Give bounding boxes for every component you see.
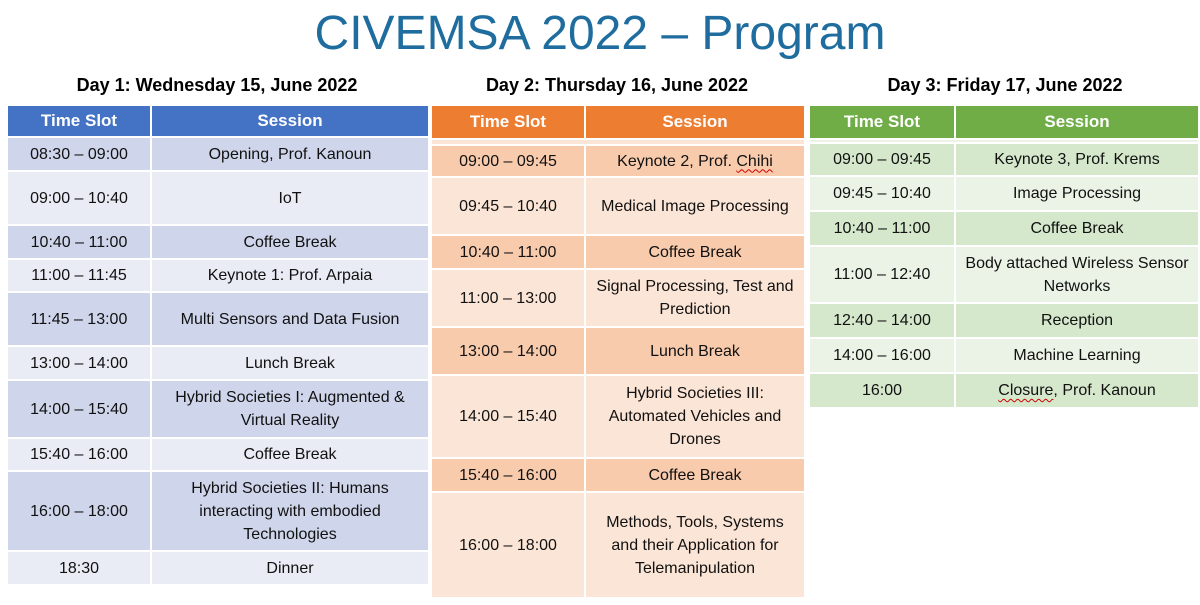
session-cell: Medical Image Processing <box>585 177 805 235</box>
time-cell: 16:00 – 18:00 <box>431 492 585 598</box>
table-row <box>809 176 1199 211</box>
table-row <box>809 143 1199 176</box>
day2-col-time: Time Slot <box>431 105 585 139</box>
table-row <box>7 137 429 171</box>
time-cell: 14:00 – 15:40 <box>431 375 585 458</box>
session-cell: Opening, Prof. Kanoun <box>151 137 429 171</box>
day3-col-time: Time Slot <box>809 105 955 139</box>
session-cell: Coffee Break <box>585 235 805 269</box>
table-row <box>7 551 429 585</box>
day3-col-session: Session <box>955 105 1199 139</box>
table-row <box>431 145 805 177</box>
session-cell: Lunch Break <box>585 327 805 375</box>
session-cell: Hybrid Societies I: Augmented & Virtual Reality <box>151 380 429 438</box>
session-cell: Coffee Break <box>151 438 429 471</box>
session-cell <box>585 145 805 177</box>
day1-col-time: Time Slot <box>7 105 151 137</box>
time-cell: 18:30 <box>7 551 151 585</box>
table-row <box>431 375 805 458</box>
time-cell: 11:00 – 13:00 <box>431 269 585 327</box>
session-cell: Keynote 3, Prof. Krems <box>955 143 1199 176</box>
day3-heading: Day 3: Friday 17, June 2022 <box>887 75 1123 95</box>
session-cell: Keynote 1: Prof. Arpaia <box>151 259 429 292</box>
session-cell: Body attached Wireless Sensor Networks <box>955 246 1199 303</box>
table-row <box>7 292 429 346</box>
time-cell: 12:40 – 14:00 <box>809 303 955 338</box>
table-row <box>809 303 1199 338</box>
table-row <box>7 471 429 551</box>
time-cell: 09:45 – 10:40 <box>431 177 585 235</box>
time-cell: 09:45 – 10:40 <box>809 176 955 211</box>
time-cell: 14:00 – 16:00 <box>809 338 955 373</box>
time-cell: 09:00 – 09:45 <box>809 143 955 176</box>
day1-heading: Day 1: Wednesday 15, June 2022 <box>76 75 358 95</box>
session-cell: Hybrid Societies II: Humans interacting with embodied Technologies <box>151 471 429 551</box>
session-text-marked: Chihi <box>736 152 773 170</box>
session-cell: Signal Processing, Test and Prediction <box>585 269 805 327</box>
time-cell: 11:45 – 13:00 <box>7 292 151 346</box>
time-cell: 13:00 – 14:00 <box>431 327 585 375</box>
table-row <box>431 492 805 598</box>
session-text: , Prof. Kanoun <box>1053 382 1156 399</box>
session-text: Keynote 2, Prof. <box>617 152 737 170</box>
time-cell: 10:40 – 11:00 <box>7 225 151 259</box>
time-cell: 11:00 – 11:45 <box>7 259 151 292</box>
time-cell: 09:00 – 09:45 <box>431 145 585 177</box>
time-cell: 08:30 – 09:00 <box>7 137 151 171</box>
day1-col-session: Session <box>151 105 429 137</box>
table-row <box>431 327 805 375</box>
day2-heading: Day 2: Thursday 16, June 2022 <box>485 75 749 95</box>
table-row <box>7 438 429 471</box>
page-title: CIVEMSA 2022 – Program <box>314 7 886 60</box>
session-cell <box>955 373 1199 408</box>
session-text-marked: Closure <box>998 382 1054 399</box>
time-cell: 09:00 – 10:40 <box>7 171 151 225</box>
session-cell: Reception <box>955 303 1199 338</box>
table-row <box>809 211 1199 246</box>
time-cell: 15:40 – 16:00 <box>7 438 151 471</box>
table-row <box>7 171 429 225</box>
day2-table <box>430 104 806 599</box>
time-cell: 13:00 – 14:00 <box>7 346 151 380</box>
session-cell: Machine Learning <box>955 338 1199 373</box>
table-row <box>7 225 429 259</box>
session-cell: IoT <box>151 171 429 225</box>
table-row <box>809 373 1199 408</box>
session-cell: Image Processing <box>955 176 1199 211</box>
session-cell: Coffee Break <box>955 211 1199 246</box>
time-cell: 10:40 – 11:00 <box>431 235 585 269</box>
day1-table <box>6 104 430 586</box>
time-cell: 11:00 – 12:40 <box>809 246 955 303</box>
table-row <box>809 338 1199 373</box>
time-cell: 16:00 <box>809 373 955 408</box>
session-cell: Methods, Tools, Systems and their Application for Telemanipulation <box>585 492 805 598</box>
session-cell: Hybrid Societies III: Automated Vehicles and Drones <box>585 375 805 458</box>
table-row <box>431 458 805 492</box>
table-row <box>809 246 1199 303</box>
session-cell: Coffee Break <box>585 458 805 492</box>
table-row <box>7 346 429 380</box>
table-row <box>7 380 429 438</box>
time-cell: 15:40 – 16:00 <box>431 458 585 492</box>
day2-col-session: Session <box>585 105 805 139</box>
table-row <box>431 177 805 235</box>
session-cell: Coffee Break <box>151 225 429 259</box>
session-cell: Lunch Break <box>151 346 429 380</box>
time-cell: 16:00 – 18:00 <box>7 471 151 551</box>
table-row <box>431 269 805 327</box>
time-cell: 14:00 – 15:40 <box>7 380 151 438</box>
session-cell: Multi Sensors and Data Fusion <box>151 292 429 346</box>
time-cell: 10:40 – 11:00 <box>809 211 955 246</box>
table-row <box>431 235 805 269</box>
day3-table <box>808 104 1200 409</box>
table-row <box>7 259 429 292</box>
session-cell: Dinner <box>151 551 429 585</box>
